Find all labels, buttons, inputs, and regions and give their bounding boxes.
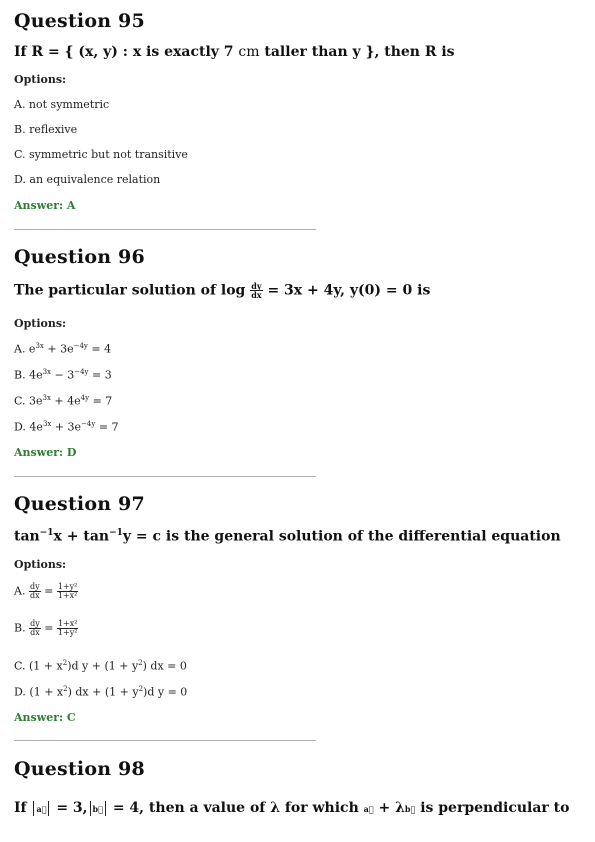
- option-text: = 7: [95, 420, 119, 434]
- question-98-text-part: If: [14, 800, 27, 816]
- question-96-option-d[interactable]: [14, 420, 119, 434]
- rhs-fraction: [57, 620, 79, 637]
- fraction-denominator: 1+y²: [57, 628, 78, 637]
- equals-sign: =: [44, 584, 54, 598]
- exponent: 3x: [42, 394, 51, 402]
- question-96-text-start: The particular solution of log: [14, 282, 246, 299]
- equals-sign: =: [44, 621, 54, 635]
- exponent: 2: [63, 685, 68, 693]
- rhs-fraction: [57, 583, 79, 600]
- dy-dx-fraction: [29, 620, 41, 637]
- question-98-text-part: = 4, then a value of λ for which: [112, 800, 359, 816]
- fraction-numerator: 1+x²: [57, 619, 78, 628]
- divider: [14, 229, 316, 230]
- question-96-title: Question 96: [14, 246, 145, 268]
- question-95-text-start: If R = { (x, y) : x is exactly 7: [14, 44, 234, 60]
- abs-bar: [33, 801, 34, 816]
- option-text: C. 3e: [14, 394, 43, 408]
- divider: [14, 476, 316, 477]
- fraction-numerator: dy: [30, 619, 40, 628]
- dy-dx-fraction: [29, 583, 41, 600]
- exponent: 3x: [42, 368, 51, 376]
- question-97-option-a[interactable]: [14, 583, 78, 600]
- question-98-text-part: is perpendicular to: [420, 800, 570, 816]
- question-97-answer: Answer: C: [14, 711, 76, 724]
- option-text: − 3: [51, 368, 75, 382]
- question-96-option-a[interactable]: [14, 342, 111, 356]
- fraction-numerator: dy: [251, 281, 262, 291]
- question-95-text: [14, 44, 455, 60]
- fraction-numerator: 1+y²: [57, 582, 78, 591]
- option-text: A. e: [14, 342, 36, 356]
- option-text: )d y = 0: [143, 685, 188, 699]
- question-98-text-part: = 3,: [56, 800, 88, 816]
- option-text: D. (1 + x: [14, 685, 64, 699]
- option-text: ) dx = 0: [142, 659, 187, 673]
- exponent: −1: [39, 528, 54, 538]
- option-text: = 4: [87, 342, 112, 356]
- question-97-option-d[interactable]: [14, 685, 187, 699]
- question-95-text-end: taller than y }, then R is: [264, 44, 455, 60]
- question-98-title: Question 98: [14, 758, 145, 780]
- vector-b: b⃗: [92, 804, 103, 814]
- option-text: ) dx + (1 + y: [67, 685, 139, 699]
- question-96-text: [14, 282, 430, 299]
- exponent: −1: [109, 528, 123, 538]
- question-95-option-c[interactable]: C. symmetric but not transitive: [14, 148, 188, 161]
- question-97-text-part: y = c is the general solution of the differential equation: [122, 528, 561, 545]
- question-95-options-label: Options:: [14, 73, 67, 86]
- abs-bar: [105, 801, 106, 816]
- exponent: 3x: [42, 420, 52, 428]
- question-97-text-part: x + tan: [53, 528, 110, 545]
- question-98-text-part: + λ: [378, 800, 405, 816]
- question-95-title: Question 95: [14, 10, 145, 32]
- question-97-option-b[interactable]: [14, 620, 78, 637]
- option-text: = 7: [89, 394, 113, 408]
- question-95-option-d[interactable]: D. an equivalence relation: [14, 173, 161, 186]
- question-98-text: [14, 800, 569, 816]
- exponent: 3x: [35, 342, 44, 350]
- question-95-option-b[interactable]: B. reflexive: [14, 123, 78, 136]
- exponent: −4y: [74, 368, 89, 376]
- abs-bar: [48, 801, 49, 816]
- question-96-option-c[interactable]: [14, 394, 112, 408]
- option-text: + 3e: [43, 342, 74, 356]
- question-96-options-label: Options:: [14, 317, 67, 330]
- option-text: )d y + (1 + y: [67, 659, 139, 673]
- question-96-text-end: = 3x + 4y, y(0) = 0 is: [267, 282, 431, 299]
- divider: [14, 740, 316, 741]
- vector-a: a⃗: [36, 804, 47, 814]
- option-letter: B.: [14, 621, 26, 635]
- question-97-option-c[interactable]: [14, 659, 187, 673]
- question-97-title: Question 97: [14, 493, 145, 515]
- fraction-denominator: dx: [251, 290, 262, 300]
- option-text: + 4e: [50, 394, 81, 408]
- question-97-options-label: Options:: [14, 558, 67, 571]
- option-text: + 3e: [51, 420, 82, 434]
- dy-dx-fraction: [250, 282, 262, 299]
- question-95-answer: Answer: A: [14, 199, 76, 212]
- vector-a: a⃗: [363, 804, 374, 814]
- option-text: D. 4e: [14, 420, 43, 434]
- question-97-text-part: tan: [14, 528, 40, 545]
- question-96-option-b[interactable]: [14, 368, 112, 382]
- exponent: 2: [138, 685, 144, 693]
- exponent: −4y: [81, 420, 96, 428]
- option-text: B. 4e: [14, 368, 43, 382]
- option-text: C. (1 + x: [14, 659, 63, 673]
- question-95-unit: cm: [238, 44, 260, 60]
- exponent: 2: [138, 659, 143, 667]
- exponent: 4y: [80, 394, 90, 402]
- vector-b: b⃗: [404, 804, 416, 814]
- fraction-denominator: dx: [30, 628, 40, 637]
- question-95-option-a[interactable]: A. not symmetric: [14, 98, 110, 111]
- question-97-text: [14, 528, 561, 545]
- question-96-answer: Answer: D: [14, 446, 77, 459]
- exponent: −4y: [73, 342, 88, 350]
- option-text: = 3: [88, 368, 112, 382]
- fraction-numerator: dy: [29, 582, 40, 591]
- exponent: 2: [62, 659, 68, 667]
- fraction-denominator: dx: [29, 591, 40, 600]
- abs-bar: [90, 801, 91, 816]
- fraction-denominator: 1+x²: [57, 591, 78, 600]
- option-letter: A.: [14, 584, 26, 598]
